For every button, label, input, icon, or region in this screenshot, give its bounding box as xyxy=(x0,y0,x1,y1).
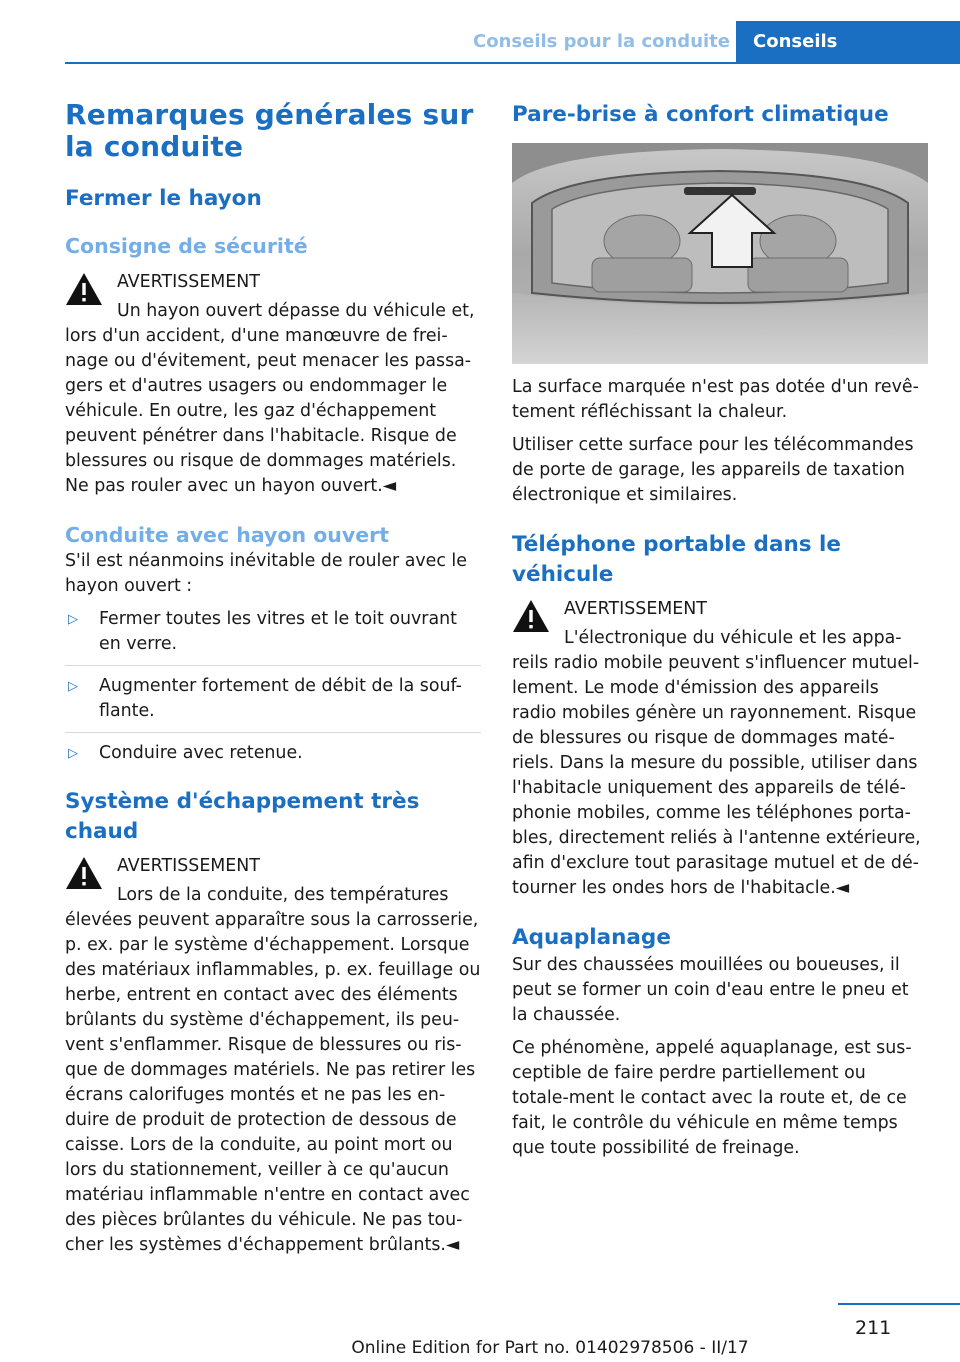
left-column xyxy=(65,99,481,1258)
list-item-text: Fermer toutes les vitres et le toit ouvrant en verre. xyxy=(99,609,457,654)
section-heading-close-hatch: Fermer le hayon xyxy=(65,186,262,211)
section-heading-phone: Téléphone portable dans le véhicule xyxy=(512,532,841,587)
warning-icon xyxy=(65,272,103,306)
aquaplaning-paragraph-1: Sur des chaussées mouillées ou boueuses, il peut se former un coin d'eau entre le pneu et la chaussée. xyxy=(512,955,909,1025)
header-rule xyxy=(65,62,960,64)
warning-label: AVERTISSEMENT xyxy=(564,599,707,619)
warning-block-exhaust xyxy=(65,854,481,1258)
warning-icon xyxy=(65,856,103,890)
footer-rule xyxy=(838,1303,960,1305)
header-breadcrumb[interactable]: Conseils pour la conduite xyxy=(473,31,730,52)
subheading-open-hatch: Conduite avec hayon ouvert xyxy=(65,523,390,547)
warning-icon xyxy=(512,599,550,633)
list-item-text: Conduire avec retenue. xyxy=(99,743,303,763)
section-heading-aquaplaning: Aquaplanage xyxy=(512,925,671,950)
header-section-tab[interactable]: Conseils xyxy=(736,21,960,63)
triangle-bullet-icon: ▷ xyxy=(68,612,78,627)
warning-label: AVERTISSEMENT xyxy=(117,272,260,292)
warning-block-phone xyxy=(512,597,928,901)
warning-text: L'électronique du véhicule et les appa-reils radio mobile peuvent s'influencer mutuel-lement. Le mode d'émission des appareils radio mobiles génère un rayonnement. Risque de blessures ou risque de dommages maté-riels. Dans la mesure du possible, utiliser dans l'habitacle uniquement des appareils de télé-phonie mobiles, comme les téléphones porta-bles, directement reliés à l'antenne extérieure, afin d'exclure tout parasitage mutuel et de dé-tourner les ondes hors de l'habitacle.◄ xyxy=(512,628,921,898)
triangle-bullet-icon: ▷ xyxy=(68,679,78,694)
list-item xyxy=(65,665,481,732)
list-item xyxy=(65,607,481,665)
open-hatch-intro: S'il est néanmoins inévitable de rouler avec le hayon ouvert : xyxy=(65,551,467,596)
right-column xyxy=(512,100,928,1161)
section-heading-exhaust: Système d'échappement très chaud xyxy=(65,789,420,844)
windshield-paragraph-1: La surface marquée n'est pas dotée d'un revê-tement réfléchissant la chaleur. xyxy=(512,377,919,422)
bullet-list xyxy=(65,607,481,766)
windshield-paragraph-2: Utiliser cette surface pour les télécommandes de porte de garage, les appareils de taxation électronique et similaires. xyxy=(512,435,914,505)
edition-footer: Online Edition for Part no. 01402978506 - II/17 xyxy=(351,1338,749,1358)
aquaplaning-paragraph-2: Ce phénomène, appelé aquaplanage, est sus-ceptible de faire perdre partiellement ou totale-ment le contact avec la route et, de ce fait, le contrôle du véhicule en même temps que toute possibilité de freinage. xyxy=(512,1038,912,1158)
page-title: Remarques générales sur la conduite xyxy=(65,98,474,163)
list-item xyxy=(65,732,481,766)
triangle-bullet-icon: ▷ xyxy=(68,746,78,761)
windshield-illustration xyxy=(512,143,928,364)
warning-text: Un hayon ouvert dépasse du véhicule et, lors d'un accident, d'une manœuvre de frei-nage ou d'évitement, peut menacer les passa-gers et d'autres usagers ou endommager le véhicule. En outre, les gaz d'échappement peuvent pénétrer dans l'habitacle. Risque de blessures ou risque de dommages matériels. Ne pas rouler avec un hayon ouvert.◄ xyxy=(65,301,475,496)
subheading-safety: Consigne de sécurité xyxy=(65,234,308,258)
warning-block-hatch xyxy=(65,270,481,499)
list-item-text: Augmenter fortement de débit de la souf-flante. xyxy=(99,676,462,721)
section-heading-windshield: Pare-brise à confort climatique xyxy=(512,102,889,127)
warning-label: AVERTISSEMENT xyxy=(117,856,260,876)
page-number: 211 xyxy=(855,1317,892,1339)
warning-text: Lors de la conduite, des températures élevées peuvent apparaître sous la carrosserie, p. ex. par le système d'échappement. Lorsque des matériaux inflammables, p. ex. feuillage ou herbe, entrent en contact avec des éléments brûlants du système d'échappement, ils peu-vent s'enflammer. Risque de blessures ou ris-que de dommages matériels. Ne pas retirer les écrans calorifuges montés et ne pas les en-duire de produit de protection de dessous de caisse. Lors de la conduite, au point mort ou lors du stationnement, veiller à ce qu'aucun matériau inflammable n'entre en contact avec des pièces brûlantes du véhicule. Ne pas tou-cher les systèmes d'échappement brûlants.◄ xyxy=(65,885,481,1255)
